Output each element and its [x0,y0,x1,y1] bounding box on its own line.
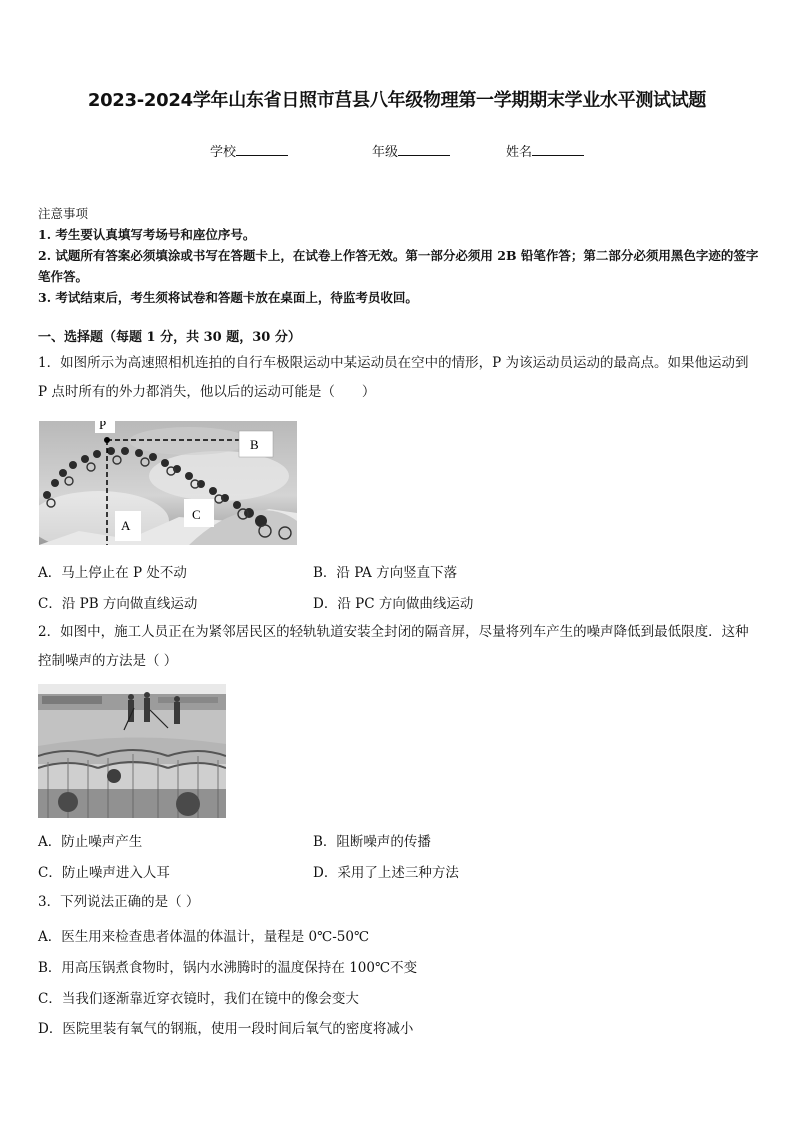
school-label: 学校 [210,145,237,160]
student-info-fields [0,141,794,161]
grade-blank[interactable] [398,143,450,156]
notes-item: 3. 考试结束后，考生须将试卷和答题卡放在桌面上，待监考员收回。 [38,290,418,305]
grade-label: 年级 [372,145,399,160]
q2-option-c[interactable]: C．防止噪声进入人耳 [38,865,170,881]
q1-option-b[interactable]: B．沿 PA 方向竖直下落 [313,565,458,581]
label-c: C [192,507,201,522]
sound-barrier-photo [38,684,226,818]
section-heading: 一、选择题（每题 1 分，共 30 题，30 分） [38,330,301,345]
bike-jump-photo [39,421,297,545]
label-a: A [121,518,131,533]
school-field[interactable] [210,141,288,160]
q2-option-b[interactable]: B．阻断噪声的传播 [313,834,431,850]
q1-option-d[interactable]: D．沿 PC 方向做曲线运动 [313,596,474,612]
question-3-stem: 3．下列说法正确的是（ ） [38,894,200,910]
label-p: P [99,421,107,432]
question-2-stem: 2．如图中，施工人员正在为紧邻居民区的轻轨轨道安装全封闭的隔音屏，尽量将列车产生的噪声降低到最低限度．这种控制噪声的方法是（ ） [38,624,749,669]
grade-field[interactable] [372,141,450,160]
question-1-stem: 1．如图所示为高速照相机连拍的自行车极限运动中某运动员在空中的情形，P 为该运动员运动的最高点。如果他运动到 P 点时所有的外力都消失，他以后的运动可能是（ ） [38,355,749,400]
q3-option-b[interactable]: B．用高压锅煮食物时，锅内水沸腾时的温度保持在 100℃不变 [38,960,418,976]
exam-title: 2023-2024学年山东省日照市莒县八年级物理第一学期期末学业水平测试试题 [87,90,707,111]
notes-item: 1. 考生要认真填写考场号和座位序号。 [38,227,256,242]
q2-option-d[interactable]: D．采用了上述三种方法 [313,865,459,881]
q3-option-a[interactable]: A．医生用来检查患者体温的体温计，量程是 0℃-50℃ [38,929,370,945]
notes-item: 2. 试题所有答案必须填涂或书写在答题卡上，在试卷上作答无效。第一部分必须用 2B 铅笔作答；第二部分必须用黑色字迹的签字笔作答。 [38,248,759,284]
notes-block [38,203,760,308]
name-blank[interactable] [532,143,584,156]
name-field[interactable] [506,141,584,160]
q1-option-a[interactable]: A．马上停止在 P 处不动 [38,565,187,581]
q3-option-d[interactable]: D．医院里装有氧气的钢瓶，使用一段时间后氧气的密度将减小 [38,1021,414,1037]
q3-option-c[interactable]: C．当我们逐渐靠近穿衣镜时，我们在镜中的像会变大 [38,991,359,1007]
school-blank[interactable] [236,143,288,156]
q2-option-a[interactable]: A．防止噪声产生 [38,834,143,850]
q1-option-c[interactable]: C．沿 PB 方向做直线运动 [38,596,198,612]
name-label: 姓名 [506,145,533,160]
label-b: B [250,437,259,452]
notes-heading: 注意事项 [38,206,89,221]
